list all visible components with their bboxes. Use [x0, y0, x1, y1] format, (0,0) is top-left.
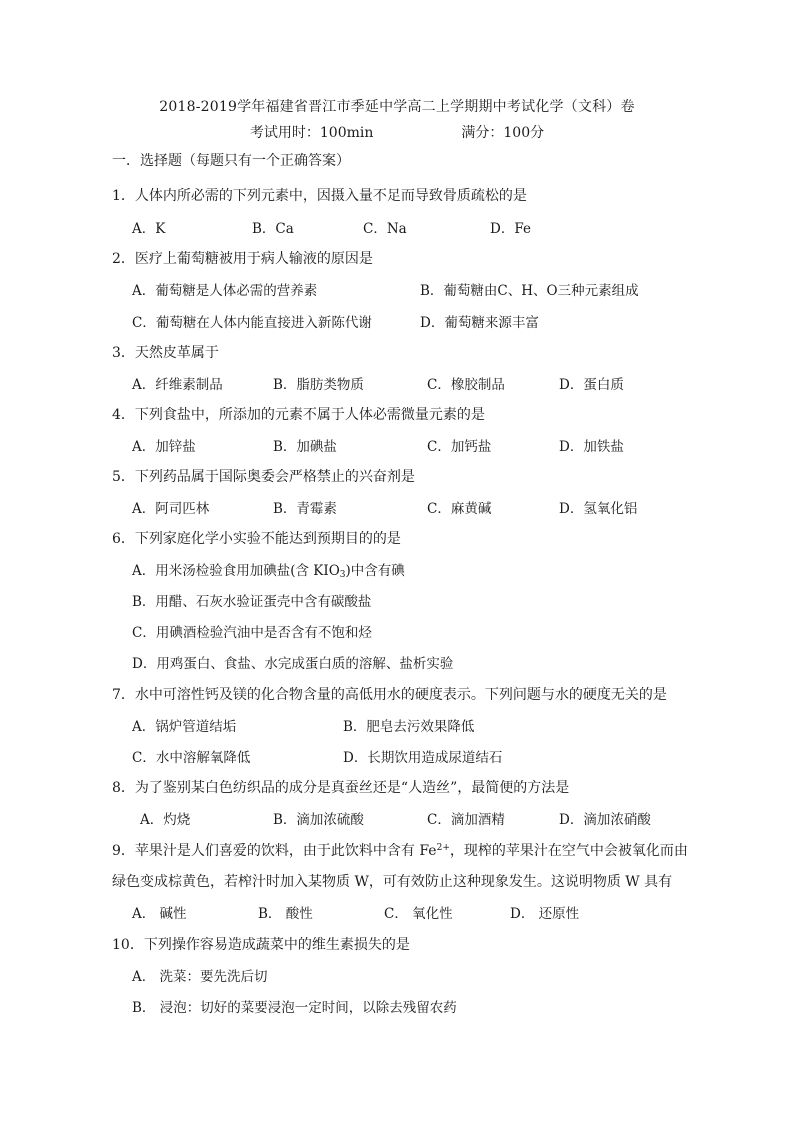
q4-option-a: A．加锌盐: [132, 439, 196, 455]
q9-option-c: C． 氧化性: [384, 906, 453, 922]
q6-option-c: C．用碘酒检验汽油中是否含有不饱和烃: [132, 625, 372, 641]
q10-option-b: B． 浸泡：切好的菜要浸泡一定时间，以除去残留农药: [132, 1000, 457, 1016]
q4-option-b: B．加碘盐: [273, 439, 337, 455]
q3-option-d: D．蛋白质: [559, 377, 624, 393]
q2-option-c: C．葡萄糖在人体内能直接进入新陈代谢: [132, 315, 372, 331]
q5-option-c: C．麻黄碱: [427, 501, 492, 517]
q5-option-b: B．青霉素: [273, 501, 337, 517]
question-9-stem-line2: 绿色变成棕黄色，若榨汁时加入某物质 W，可有效防止这种现象发生。这说明物质 W 具有: [112, 874, 673, 890]
q7-option-b: B．肥皂去污效果降低: [343, 719, 475, 735]
section-heading: 一．选择题（每题只有一个正确答案）: [112, 153, 350, 169]
q9-option-d: D． 还原性: [510, 906, 580, 922]
q8-option-b: B．滴加浓硫酸: [273, 812, 364, 828]
q1-option-b: B．Ca: [252, 221, 294, 237]
q7-option-a: A．锅炉管道结垢: [132, 719, 237, 735]
q6-option-b: B．用醋、石灰水验证蛋壳中含有碳酸盐: [132, 594, 372, 610]
q2-option-b: B．葡萄糖由C、H、O三种元素组成: [420, 283, 639, 299]
exam-score: 满分：100分: [461, 125, 545, 141]
question-3-stem: 3．天然皮革属于: [112, 345, 219, 361]
q2-option-a: A．葡萄糖是人体必需的营养素: [132, 283, 318, 299]
question-10-stem: 10．下列操作容易造成蔬菜中的维生素损失的是: [112, 937, 410, 953]
exam-title: 2018-2019学年福建省晋江市季延中学高二上学期期中考试化学（文科）卷: [159, 99, 635, 115]
q3-option-c: C．橡胶制品: [427, 377, 505, 393]
q1-option-c: C．Na: [363, 221, 407, 237]
question-1-stem: 1．人体内所必需的下列元素中，因摄入量不足而导致骨质疏松的是: [112, 188, 527, 204]
q5-option-d: D．氢氧化铝: [559, 501, 638, 517]
exam-time: 考试用时：100min: [249, 125, 374, 141]
q3-option-a: A．纤维素制品: [132, 377, 223, 393]
q9-option-b: B． 酸性: [258, 906, 313, 922]
q5-option-a: A．阿司匹林: [132, 501, 210, 517]
q8-option-d: D．滴加浓硝酸: [559, 812, 651, 828]
question-2-stem: 2．医疗上葡萄糖被用于病人输液的原因是: [112, 251, 373, 267]
q6-option-d: D．用鸡蛋白、食盐、水完成蛋白质的溶解、盐析实验: [132, 656, 454, 672]
question-7-stem: 7．水中可溶性钙及镁的化合物含量的高低用水的硬度表示。下列问题与水的硬度无关的是: [112, 687, 667, 703]
q1-option-d: D．Fe: [490, 221, 531, 237]
q2-option-d: D．葡萄糖来源丰富: [420, 315, 539, 331]
question-9-stem: 9．苹果汁是人们喜爱的饮料，由于此饮料中含有 $Fe^{2+}$，现榨的苹果汁在空气中会被氧化而由: [112, 843, 688, 859]
q8-option-c: C．滴加酒精: [427, 812, 505, 828]
q6-option-a: A．用米汤检验食用加碘盐(含 $KIO_3$)中含有碘: [132, 563, 405, 580]
q9-option-a: A． 碱性: [132, 906, 187, 922]
q4-option-c: C．加钙盐: [427, 439, 492, 455]
q7-option-c: C．水中溶解氧降低: [132, 750, 251, 766]
question-6-stem: 6．下列家庭化学小实验不能达到预期目的的是: [112, 531, 401, 547]
exam-info: [0, 122, 794, 142]
q8-option-a: A．灼烧: [140, 812, 191, 828]
question-8-stem: 8．为了鉴别某白色纺织品的成分是真蚕丝还是“人造丝”，最简便的方法是: [112, 780, 570, 796]
q1-option-a: A．K: [132, 221, 166, 237]
q10-option-a: A． 洗菜：要先洗后切: [132, 969, 268, 985]
q7-option-d: D．长期饮用造成尿道结石: [343, 750, 503, 766]
q3-option-b: B．脂肪类物质: [273, 377, 364, 393]
q4-option-d: D．加铁盐: [559, 439, 624, 455]
question-4-stem: 4．下列食盐中，所添加的元素不属于人体必需微量元素的是: [112, 407, 485, 423]
question-5-stem: 5．下列药品属于国际奥委会严格禁止的兴奋剂是: [112, 469, 415, 485]
